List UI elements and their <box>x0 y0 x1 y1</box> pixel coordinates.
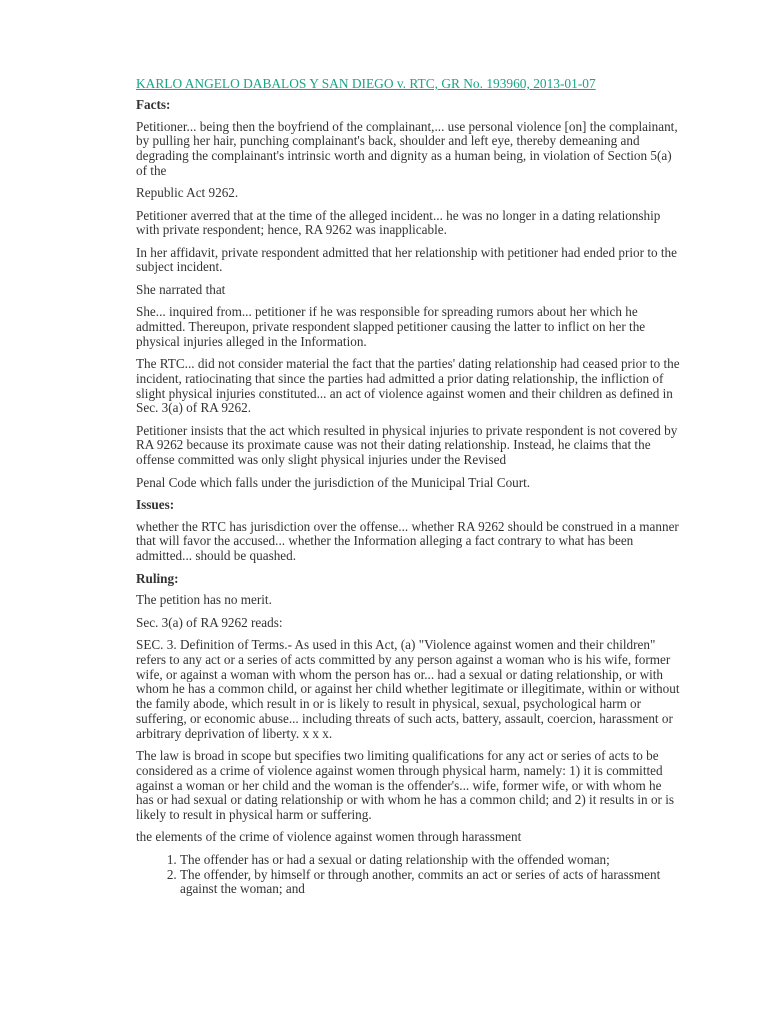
ruling-paragraph: The law is broad in scope but specifies two limiting qualifications for any act or series of acts to be considered as a crime of violence against women through physical harm, namely: 1) it is committed against a woman or her child and the woman is the offender's... wife, former wife, or with whom he has or had sexual or dating relationship or with whom he has a common child; and 2) it results in or is likely to result in physical harm or suffering. <box>136 747 675 823</box>
list-item: 1. The offender has or had a sexual or dating relationship with the offended woman; <box>180 853 681 868</box>
list-item: 2. The offender, by himself or through another, commits an act or series of acts of harassment against the woman; and <box>180 868 681 898</box>
facts-paragraph: Penal Code which falls under the jurisdiction of the Municipal Trial Court. <box>136 474 531 490</box>
facts-paragraph: She narrated that <box>136 281 226 297</box>
ruling-paragraph: The petition has no merit. <box>136 592 272 608</box>
ruling-heading: Ruling: <box>136 570 179 586</box>
ruling-paragraph: SEC. 3. Definition of Terms.- As used in this Act, (a) "Violence against women and their children" refers to any act or a series of acts committed by any person against a woman who is his wife, former wife, or against a woman with whom the person has or... had a sexual or dating relationship, or with whom he has a common child, or against her child whether legitimate or illegitimate, within or without the family abode, which result in or is likely to result in physical, sexual, psychological harm or suffering, or economic abuse... including threats of such acts, battery, assault, coercion, harassment or arbitrary deprivation of liberty. x x x. <box>136 636 680 741</box>
facts-paragraph: Republic Act 9262. <box>136 185 239 201</box>
facts-paragraph: In her affidavit, private respondent admitted that her relationship with petitioner had ended prior to the subject incident. <box>136 244 678 275</box>
facts-paragraph: Petitioner... being then the boyfriend of the complainant,... use personal violence [on] the complainant, by pulling her hair, punching complainant's back, shoulder and left eye, thereby demeaning and degrading the complainant's intrinsic worth and dignity as a human being, in violation of Section 5(a) of the <box>136 118 678 178</box>
facts-paragraph: She... inquired from... petitioner if he was responsible for spreading rumors about her which he admitted. Thereupon, private respondent slapped petitioner causing the latter to inflict on her the physical injuries alleged in the Information. <box>136 304 646 349</box>
issues-paragraph: whether the RTC has jurisdiction over the offense... whether RA 9262 should be construed in a manner that will favor the accused... whether the Information alleging a fact contrary to what has been admitted... should be quashed. <box>136 518 679 564</box>
ruling-paragraph: the elements of the crime of violence against women through harassment <box>136 829 522 845</box>
elements-list <box>136 853 681 897</box>
issues-heading: Issues: <box>136 496 175 512</box>
case-title-link[interactable]: KARLO ANGELO DABALOS Y SAN DIEGO v. RTC, GR No. 193960, 2013-01-07 <box>136 76 596 91</box>
document-page <box>136 77 681 897</box>
facts-paragraph: Petitioner insists that the act which resulted in physical injuries to private respondent is not covered by RA 9262 because its proximate cause was not their dating relationship. Instead, he claims that the offense committed was only slight physical injuries under the Revised <box>136 422 678 468</box>
facts-heading: Facts: <box>136 96 171 112</box>
ruling-paragraph: Sec. 3(a) of RA 9262 reads: <box>136 614 283 630</box>
facts-paragraph: The RTC... did not consider material the fact that the parties' dating relationship had ceased prior to the incident, ratiocinating that since the parties had admitted a prior dating relationship, the infliction of slight physical injuries constituted... an act of violence against women and their children as defined in Sec. 3(a) of RA 9262. <box>136 355 680 416</box>
facts-paragraph: Petitioner averred that at the time of the alleged incident... he was no longer in a dating relationship with private respondent; hence, RA 9262 was inapplicable. <box>136 207 661 238</box>
